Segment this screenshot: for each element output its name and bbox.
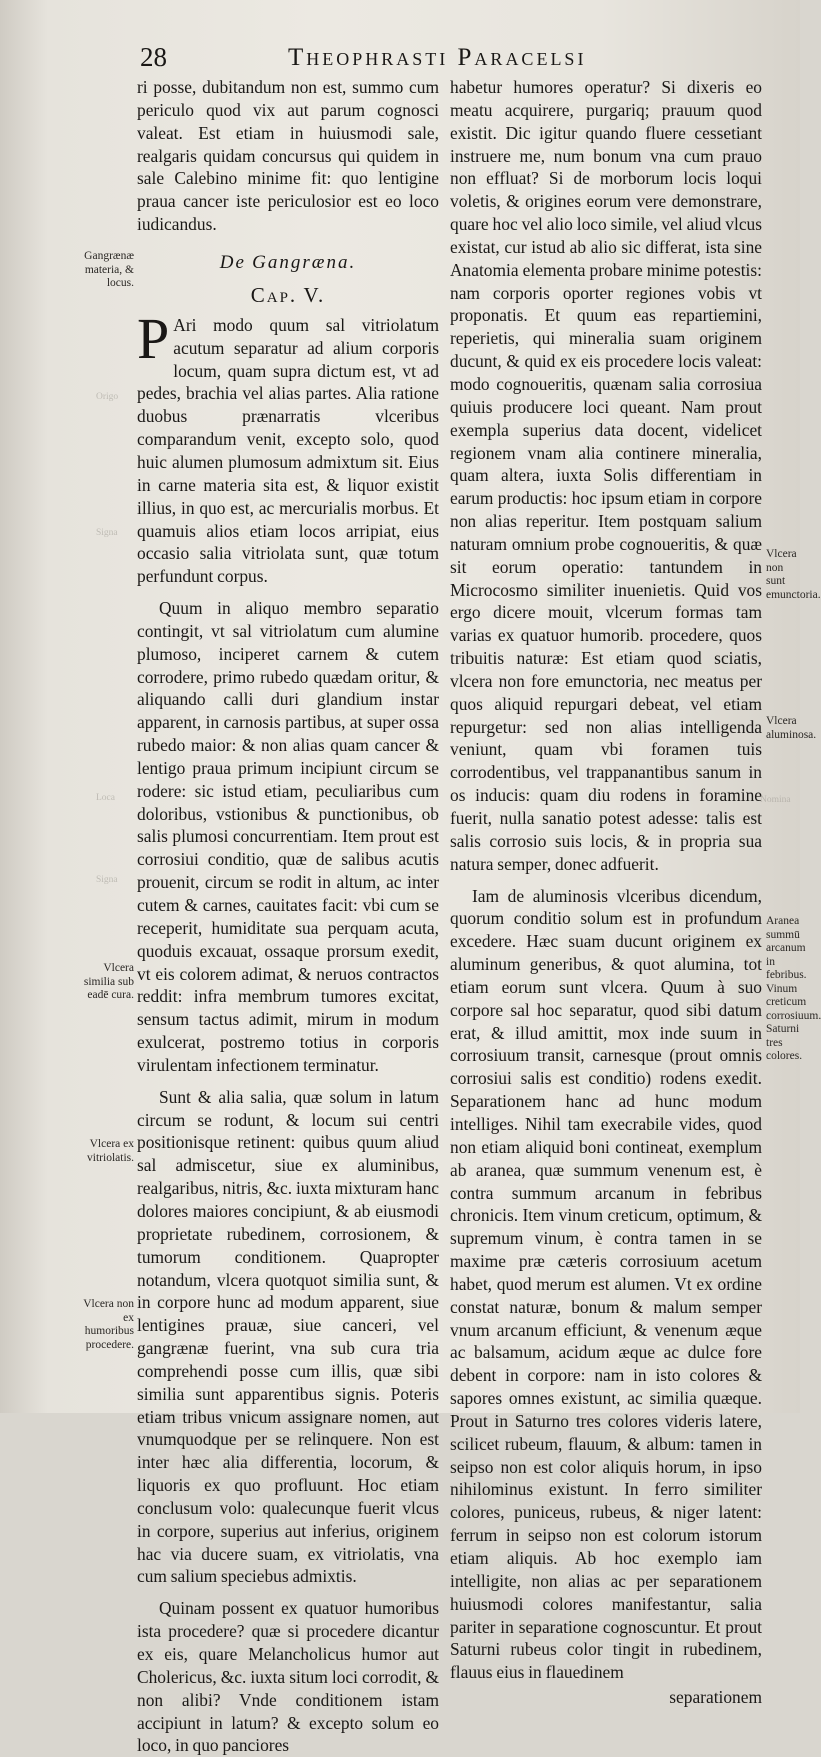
left-column [137,76,439,1757]
margin-note-aluminosa: Vlcera aluminosa. [766,715,817,741]
chapter-first-text: Ari modo quum sal vitriolatum acutum separatur ad alium corporis locum, quam supra dictum est, vt ad pedes, brachia vel alias partes. Alia ratione duobus prænarratis vlceribus comparandum venit, excepto solo, quod huic alumen plumosum admixtum sit. Eius in carne materia sita est, & liquor existit illius, in quo est, ac mercurialis morbus. Et quamuis alios etiam locos arripiat, eius occasio salia vitriolata sunt, quæ totum perfundunt corpus. [137,314,439,587]
margin-note-gangraena: Gangrænæ materia, & locus. [84,250,134,289]
margin-note-emunctoria: Vlcera non sunt emunctoria. [766,548,821,601]
right-column [450,76,762,1709]
page-header [140,42,790,78]
chapter-first-paragraph [137,305,439,588]
margin-note-aranea: Aranea summū arcanum in febribus. Vinum creticum corrosiuum. Saturni tres colores. [766,915,821,1062]
show-through-note: Signa [96,875,118,885]
catchword: separationem [669,1687,762,1708]
margin-note-vitriolatis: Vlcera ex vitriolatis. [87,1138,134,1164]
section-heading: De Gangræna. [219,251,357,273]
chapter-heading: Cap. V. [250,282,326,307]
show-through-note: Loca [96,793,115,803]
right-paragraph-1: habetur humores operatur? Si dixeris eo meatu acquirere, purgariq; prauum quod existit. Dic igitur quando fluere cessetiant instruere me, num bonum vna cum prauo non effluat? Si de morborum locis loqui voletis, & origines eorum vere demonstrare, quare hoc vel alio loco simile, vel aliud vlcus existat, cur istud ab alio sic differat, ista sine Anatomia elementa probare minime potestis: nam corporis oporter regiones vobis vt proponatis. Et quum eas repartiemini, reperietis, qui mineralia suam originem ducunt, & quid ex eis procedere locis valeat: modo cognoueritis, quænam salia corrosiua quiuis producere loci queant. Nam prout exempla superius data docent, videlicet regionem vnam alia continere mineralia, quam altera, iuxta Solis differentiam in earum productis: hoc ipsum etiam in corpore non alias reperitur. Item postquam salium naturam omnium probe cognoueritis, & quæ sit eorum operatio: tantundem in Microcosmo similiter inuenietis. Quid vos ergo dicere mouit, vlcerum formas tam varias ex quatuor humorib. procedere, quos tribuitis naturæ: Est etiam quod sciatis, vlcera non fore emunctoria, nec meatus per quos aliquid repurgari debeat, vel etiam repurgetur: sed non alias intelligenda veniunt, quam vbi foramen tuis corrodentibus, vel trappanantibus sanum in os inducis: quam diu rodens in foramine fuerit, nulla sanatio potest adesse: talis est salis corrosio suis locis, & in propria sua natura semper, donec adfuerit. [450,77,762,874]
drop-cap: P [137,305,170,371]
show-through-note: Nomina [760,795,791,805]
margin-note-humoribus: Vlcera non ex humoribus procedere. [83,1298,134,1351]
left-top-paragraph: ri posse, dubitandum non est, summo cum periculo quod vix aut parum cognosci valeat. Est etiam in huiusmodi sale, realgaris quidam concursus qui quidem in sale Calebino minime fit: quo lentigine praua cancer iste periculosior est eo loco iudicandus. [137,77,439,235]
running-head: Theophrasti Paracelsi [288,44,587,71]
left-paragraph-3: Sunt & alia salia, quæ solum in latum circum se rodunt, & locum sui centri positionisque retinent: quibus quum aliud sal admiscetur, siue ex aluminibus, realgaribus, nitris, &c. iuxta mixturam hanc dolores maiores concipiunt, & ab eiusmodi proprietate rubedinem, corrosionem, & tumorum conditionem. Quapropter notandum, vlcera quotquot similia sunt, & in corpore hunc ad modum apparent, siue lentigines prauæ, siue canceri, vel gangrænæ fuerint, vna sub cura tria comprehendi posse cum illis, quæ sibi similia sunt apparentibus signis. Poteris etiam tribus vnicum assignare nomen, aut vnumquodque per se relinquere. Non est inter hæc alia differentia, locorum, & liquoris ex quo profluunt. Hoc etiam conclusum volo: qualecunque fuerit vlcus in corpore, superius aut inferius, originem hac via ducere suam, ex vitriolatis, vna cum salium speciebus admixtis. [137,1086,439,1587]
page-number: 28 [140,42,167,72]
right-paragraph-2: Iam de aluminosis vlceribus dicendum, quorum conditio solum est in profundum excedere. Hæc suam ducunt originem ex aluminum generibus, & quot alumina, tot etiam eorum sunt vlcera. Quum à suo corpore sal hoc separatur, quod sibi datum erat, & illud amittit, mox inde suum in corrosiuum transit, carnesque (prout omnis corrosiui salis est conditio) rodens exedit. Separationem hanc ad hunc modum intelliges. Nihil tam execrabile vides, quod non etiam aliquid boni contineat, exemplum ab aranea, quæ summum venenum est, è contra summum arcanum in febribus chronicis. Item vinum creticum, optimum, & supremum vinum, è contra tamen in se maxime præ cæteris corrosiuum acetum habet, quod merum est alumen. Vt ex ordine constat naturæ, bonum & malum semper vnum arcanum efficiunt, & venenum æque ac balsamum, acidum æque ac dulce fore debent in corpore: nam in isto colores & sapores omnes existunt, ac similia quæque. Prout in Saturno tres colores videris latere, scilicet rubeum, flauum, & album: tamen in seipso non est color aliquis horum, in ipso nihilominus existunt. In ferro similiter colores, puniceus, rubeus, & niger latent: ferrum in seipso non est colorum istorum etiam aliquis. Ab hoc exemplo iam intelligite, non alias ac per separationem huiusmodi colores manifestantur, salia pariter in separatione cognoscuntur. Et prout Saturni rubeus color tingit in rubedinem, flauus eius in flauedinem [450,885,762,1683]
show-through-note: Signa [96,528,118,538]
left-paragraph-4: Quinam possent ex quatuor humoribus ista procedere? quæ si procedere dicantur ex eis, quare Melancholicus humor aut Cholericus, &c. iuxta situm loci corrodit, & non alibi? Vnde conditionem istam accipiunt in latum? & excepto solum eo loco, in quo panciores [137,1598,439,1756]
left-paragraph-2: Quum in aliquo membro separatio contingit, vt sal vitriolatum cum alumine plumoso, inciperet carnem & cutem corrodere, primo rubedo quædam oritur, & aliquando calli duri glandium instar apparent, in carnosis partibus, at super ossa rubedo maior: & non alias quam cancer & lentigo praua primum incipiunt circum se rodere: sic istud etiam, peculiaribus cum doloribus, vstionibus & punctionibus, ob salis plumosi concurrentiam. Item prout est corrosiui conditio, quæ de salibus acutis prouenit, circum se rodit in altum, ac inter cutem & carnes, cauitates facit: vbi cum se receperit, humiditate sua perquam acuta, quoduis excauat, ossaque prorsum exedit, vt eis colorem adimat, & neruos contractos reddit: infra membrum tumores excitat, sensum tactus adimit, mirum in modum exulcerat, postremo totius in corporis virulentam infectionem terminatur. [137,598,439,1075]
show-through-note: Origo [96,392,119,402]
margin-note-similia: Vlcera similia sub eadē cura. [83,962,134,1001]
